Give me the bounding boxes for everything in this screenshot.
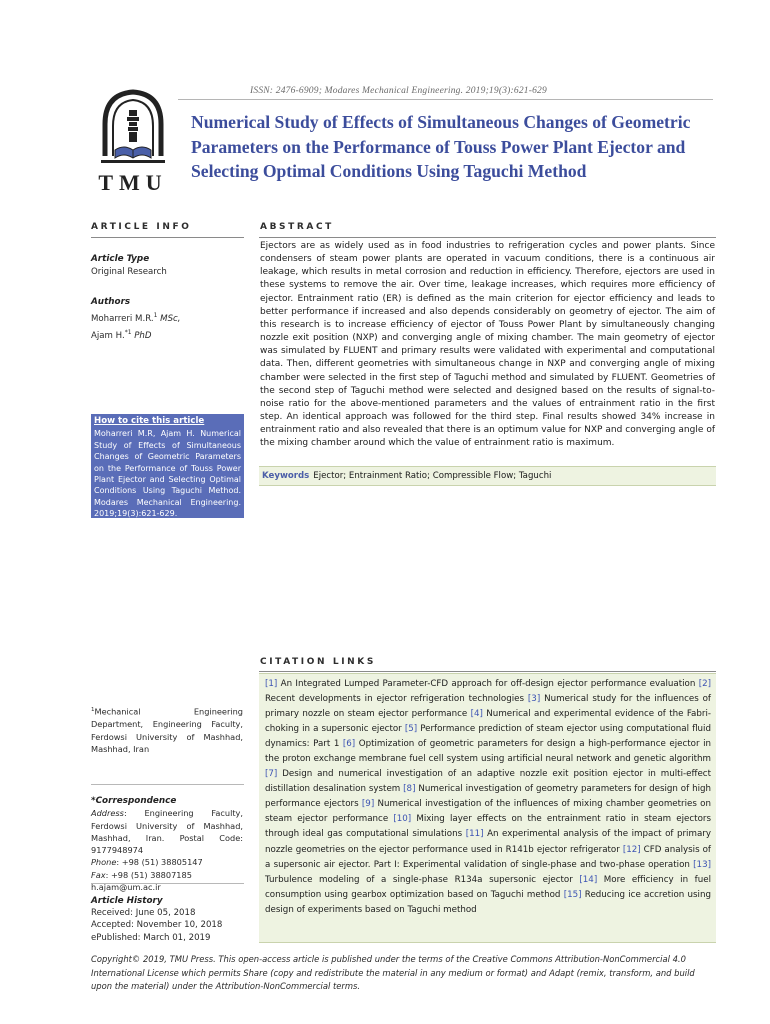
abstract-heading: ABSTRACT (260, 222, 334, 232)
how-to-cite-text: Moharreri M.R, Ajam H. Numerical Study of Effects of Simultaneous Changes of Geometric Parameters on the Performance of Touss Power Plant Ejector and Selecting Optimal Conditions Using Taguchi Method. Modares Mechanical Engineering. 2019;19(3):621-629. (94, 429, 241, 519)
article-type-block (91, 253, 243, 279)
citation-link[interactable]: [14] (579, 874, 598, 885)
citation-link[interactable]: [2] (698, 679, 711, 689)
citation-title: Design and numerical investigation of an adaptive nozzle exit position ejector in multi-effect distillation desalination system (265, 769, 711, 795)
copyright-footer: Copyright© 2019, TMU Press. This open-access article is published under the terms of the Creative Commons Attribution-NonCommercial 4.0 International License which permits Share (copy and redistribute the material in any medium or format) and Adapt (remix, transform, and build upon the material) under the Attribution-NonCommercial terms. (91, 954, 695, 992)
issn-line: ISSN: 2476-6909; Modares Mechanical Engineering. 2019;19(3):621-629 (250, 86, 547, 96)
history-block (91, 895, 243, 944)
citation-title: Mixing layer effects on the entrainment ratio in steam ejectors through ideal gas computational simulations (265, 814, 711, 840)
address-value: : Engineering Faculty, Ferdowsi University of Mashhad, Mashhad, Iran. Postal Code: 9177948974 (91, 808, 243, 856)
authors-block (91, 296, 243, 343)
citation-link[interactable]: [4] (470, 709, 483, 720)
how-to-cite-heading[interactable]: How to cite this article (94, 416, 205, 426)
citation-title: More efficiency in fuel consumption using gearbox optimization based on Taguchi method (265, 874, 711, 900)
citation-link[interactable]: [8] (403, 784, 416, 795)
author-affil-sup: *1 (124, 329, 132, 337)
correspondence-block (91, 795, 243, 893)
correspondence-phone (91, 856, 243, 868)
citation-link[interactable]: [6] (342, 739, 356, 750)
article-info-heading: ARTICLE INFO (91, 222, 192, 232)
header-divider (178, 99, 713, 100)
citation-link[interactable]: [5] (404, 724, 418, 735)
citation-links-heading: CITATION LINKS (260, 657, 376, 667)
citation-title: Recent developments in ejector refrigeration technologies (265, 694, 528, 705)
correspondence-rule (91, 883, 244, 884)
fax-label: Fax (91, 869, 106, 880)
phone-value: : +98 (51) 38805147 (116, 857, 203, 868)
fax-value: : +98 (51) 38807185 (105, 869, 192, 880)
citation-list (265, 679, 711, 915)
correspondence-email[interactable]: h.ajam@um.ac.ir (91, 882, 161, 893)
affiliation-text: Mechanical Engineering Department, Engineering Faculty, Ferdowsi University of Mashhad, Mashhad, Iran (91, 706, 243, 755)
citation-link[interactable]: [7] (265, 769, 278, 780)
citation-link[interactable]: [13] (693, 859, 711, 870)
author-line-1 (91, 309, 243, 326)
logo-text: TMU (98, 170, 168, 195)
citation-title: Optimization of geometric parameters for design a high-performance ejector in the proton exchange membrane fuel cell system using artificial neural network and genetic algorithm (265, 739, 711, 765)
citation-link[interactable]: [11] (465, 829, 484, 840)
citation-title: CFD analysis of a supersonic air ejector. Part I: Experimental validation of single-phase and two-phase operation (265, 844, 711, 870)
article-title: Numerical Study of Effects of Simultaneous Changes of Geometric Parameters on the Performance of Touss Power Plant Ejector and Selecting Optimal Conditions Using Taguchi Method (191, 112, 691, 181)
history-heading: Article History (91, 896, 163, 906)
citation-link[interactable]: [15] (563, 889, 582, 900)
keywords-label: Keywords (262, 471, 310, 481)
citation-title: Numerical study for the influences of primary nozzle on steam ejector performance (265, 694, 711, 720)
correspondence-heading: *Correspondence (91, 796, 177, 806)
history-accepted: Accepted: November 10, 2018 (91, 920, 223, 931)
keywords-box (259, 466, 716, 486)
citation-title: Numerical and experimental evidence of the Fabri-choking in a supersonic ejector (265, 709, 711, 735)
author-name: Moharreri M.R. (91, 314, 154, 325)
citation-title: Turbulence modeling of a single-phase R134a supersonic ejector (265, 874, 580, 885)
citation-link[interactable]: [9] (361, 799, 375, 810)
author-affil-sup: 1 (153, 312, 158, 320)
citation-link[interactable]: [1] (265, 679, 278, 689)
affiliation-block (91, 704, 243, 756)
address-label: Address (91, 808, 124, 819)
phone-label: Phone (91, 857, 117, 868)
citation-title: An Integrated Lumped Parameter-CFD approach for off-design ejector performance evaluation (277, 679, 699, 689)
author-line-2 (91, 326, 243, 343)
history-received: Received: June 05, 2018 (91, 908, 196, 919)
article-type-heading: Article Type (91, 254, 150, 264)
author-name: Ajam H. (91, 331, 125, 342)
abstract-rule (259, 237, 716, 238)
citation-links-rule (259, 671, 716, 672)
history-published: ePublished: March 01, 2019 (91, 932, 211, 943)
authors-heading: Authors (91, 297, 131, 307)
article-type-value: Original Research (91, 267, 167, 278)
citation-link[interactable]: [12] (622, 844, 641, 855)
keywords-value: Ejector; Entrainment Ratio; Compressible Flow; Taguchi (313, 471, 552, 481)
affiliation-rule (91, 784, 244, 785)
citation-title: Numerical investigation of the influences of mixing chamber geometries on steam ejector performance (265, 799, 712, 825)
citation-link[interactable]: [3] (527, 694, 541, 705)
citation-title: Numerical investigation of geometry parameters for design of high performance ejectors (265, 784, 712, 810)
citation-link[interactable]: [10] (393, 814, 412, 825)
author-degree: MSc, (157, 314, 181, 325)
citation-links-box (259, 673, 716, 943)
article-info-rule (91, 237, 244, 238)
citation-title: Reducing ice accretion using design of experiments based on Taguchi method (265, 889, 711, 915)
correspondence-fax (91, 869, 243, 881)
tmu-logo (93, 84, 173, 196)
correspondence-address (91, 807, 243, 856)
author-degree: PhD (131, 331, 152, 342)
abstract-text: Ejectors are as widely used as in food industries to refrigeration cycles and power plants. Since condensers of steam power plants are operated in vacuum conditions, there is a continuous air leakage, which results in metal corrosion and reduction in efficiency. Therefore, ejectors are used in these systems to remove the air. Over time, leakage increases, which requires more efficiency of ejector. Entrainment ratio (ER) is defined as the main criterion for ejector efficiency and leads to better performance if increased and also depends considerably on geometry of ejector. The aim of this research is to increase efficiency of ejector of Touss Power Plant by simultaneously changing nozzle exit position (NXP) and converging angle of mixing chamber. The main geometry of ejector was simulated by FLUENT and primary results were validated with experimental and computational data. Then, different geometries with simultaneous change in NXP and converging angle of mixing chamber were selected in the first step of Taguchi method and simulated by FLUENT. Geometries of the second step of Taguchi method were selected and designed based on the results of signal-to-noise ratio for the above-mentioned parameters and the values of entrainment ratio in the first step. An identical approach was followed for the third step. Final results showed 34% increase in entrainment ratio and also revealed that there is an optimum value for NXP and converging angle of the mixing chamber around which the value of entrainment ratio is maximum. (260, 241, 715, 449)
how-to-cite-box (91, 414, 244, 518)
citation-title: An experimental analysis of the impact of primary nozzle geometries on the ejector performance used in R141b ejector refrigerator (265, 829, 711, 855)
citation-title: Performance prediction of steam ejector using computational fluid dynamics: Part 1 (265, 724, 711, 750)
affiliation-sup: 1 (91, 707, 95, 713)
